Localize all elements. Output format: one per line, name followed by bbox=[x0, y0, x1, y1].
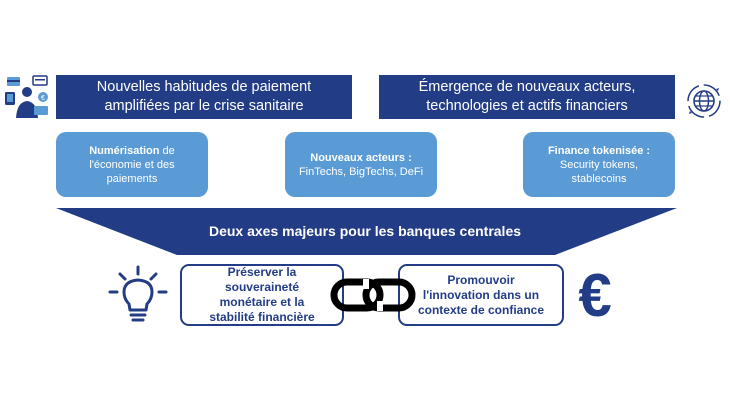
euro-icon bbox=[573, 262, 617, 324]
svg-text:€: € bbox=[41, 95, 45, 102]
funnel-title: Deux axes majeurs pour les banques centrales bbox=[208, 223, 522, 239]
banner-new-actors-text: Émergence de nouveaux acteurs, technologies et actifs financiers bbox=[418, 79, 636, 114]
pill-finance-tokenisee-text: Security tokens, stablecoins bbox=[559, 158, 639, 185]
pill-numerisation-bold: Numérisation bbox=[89, 144, 160, 157]
pill-numerisation-text: de l'économie et des paiements bbox=[89, 144, 175, 185]
axis-innovation-text: Promouvoir l'innovation dans un contexte de confiance bbox=[417, 272, 545, 317]
pill-nouveaux-acteurs-bold: Nouveaux acteurs : bbox=[310, 151, 412, 164]
pill-nouveaux-acteurs-text: FinTechs, BigTechs, DeFi bbox=[298, 165, 424, 178]
pill-finance-tokenisee-bold: Finance tokenisée : bbox=[547, 144, 651, 157]
svg-text:€: € bbox=[578, 262, 612, 324]
chain-link-icon bbox=[330, 278, 416, 312]
axis-souverainete bbox=[180, 264, 344, 326]
banner-payment-habits-text: Nouvelles habitudes de paiement amplifiées par le crise sanitaire bbox=[96, 79, 312, 114]
axis-souverainete-text: Préserver la souveraineté monétaire et la stabilité financière bbox=[209, 265, 315, 324]
lightbulb-icon bbox=[106, 265, 170, 325]
axis-innovation bbox=[398, 264, 564, 326]
